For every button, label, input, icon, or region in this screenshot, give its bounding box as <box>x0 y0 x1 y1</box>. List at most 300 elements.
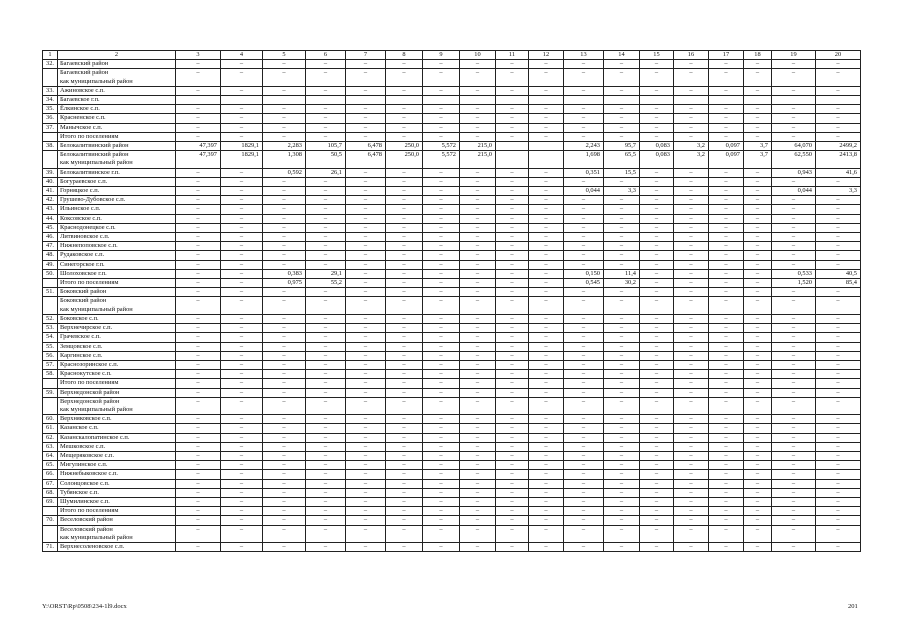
value-cell: – <box>816 132 861 141</box>
value-cell: – <box>346 251 386 260</box>
value-cell: – <box>496 488 529 497</box>
value-cell: – <box>674 132 709 141</box>
column-number-cell: 7 <box>346 51 386 60</box>
value-cell: – <box>640 105 674 114</box>
value-cell <box>709 96 744 105</box>
value-cell: – <box>744 60 772 69</box>
value-cell: – <box>564 260 604 269</box>
value-cell: – <box>564 214 604 223</box>
value-cell: 1,520 <box>772 279 816 288</box>
value-cell: – <box>496 324 529 333</box>
value-cell: – <box>709 260 744 269</box>
row-number-cell: 44. <box>43 214 58 223</box>
value-cell: – <box>386 196 423 205</box>
municipality-name-cell <box>58 516 176 525</box>
value-cell: – <box>306 351 346 360</box>
value-cell: – <box>604 132 640 141</box>
value-cell: – <box>460 279 496 288</box>
table-row <box>43 314 861 323</box>
value-cell: – <box>772 470 816 479</box>
value-cell: – <box>564 251 604 260</box>
column-number-cell: 13 <box>564 51 604 60</box>
value-cell: – <box>744 123 772 132</box>
value-cell: – <box>460 242 496 251</box>
value-cell: – <box>564 397 604 414</box>
table-row <box>43 105 861 114</box>
value-cell: – <box>529 397 564 414</box>
municipality-name-line: Коксовское с.п. <box>60 214 102 222</box>
value-cell: – <box>772 342 816 351</box>
value-cell: – <box>386 86 423 95</box>
value-cell: – <box>306 105 346 114</box>
municipality-name-line: Багаевское г.п. <box>60 96 100 104</box>
value-cell: – <box>306 297 346 314</box>
value-cell: – <box>460 525 496 542</box>
value-cell: – <box>640 542 674 551</box>
municipality-name-line: Нижнепоповское с.п. <box>60 242 118 250</box>
municipality-name-line: Мешковское с.п. <box>60 442 106 450</box>
value-cell: – <box>744 488 772 497</box>
value-cell: – <box>386 223 423 232</box>
municipality-name-cell <box>58 187 176 196</box>
value-cell: 2,243 <box>564 142 604 151</box>
value-cell: – <box>423 461 460 470</box>
data-table <box>42 50 861 552</box>
value-cell: – <box>529 187 564 196</box>
value-cell: – <box>346 442 386 451</box>
value-cell: – <box>306 132 346 141</box>
value-cell: – <box>460 470 496 479</box>
table-row <box>43 424 861 433</box>
value-cell: – <box>263 388 306 397</box>
table-row <box>43 233 861 242</box>
value-cell: – <box>744 279 772 288</box>
municipality-name-line: Красненское с.п. <box>60 114 106 122</box>
value-cell: – <box>176 260 221 269</box>
value-cell: – <box>221 415 263 424</box>
value-cell: – <box>306 177 346 186</box>
municipality-name-line: как муниципальный район <box>60 533 133 541</box>
value-cell: – <box>386 451 423 460</box>
value-cell: – <box>640 397 674 414</box>
value-cell: – <box>460 105 496 114</box>
value-cell: – <box>529 342 564 351</box>
value-cell: – <box>423 470 460 479</box>
row-number-cell: 40. <box>43 177 58 186</box>
row-number-cell: 49. <box>43 260 58 269</box>
value-cell: – <box>176 123 221 132</box>
value-cell: – <box>221 542 263 551</box>
value-cell: – <box>346 86 386 95</box>
municipality-name-line: Каргинское с.п. <box>60 351 103 359</box>
municipality-name-cell <box>58 260 176 269</box>
value-cell: – <box>744 233 772 242</box>
row-number-cell <box>43 151 58 168</box>
footer-page-number: 201 <box>848 603 858 610</box>
value-cell: – <box>221 187 263 196</box>
value-cell: – <box>496 415 529 424</box>
value-cell: – <box>674 196 709 205</box>
value-cell: – <box>176 351 221 360</box>
value-cell: – <box>176 333 221 342</box>
row-number-cell: 38. <box>43 142 58 151</box>
value-cell: – <box>460 86 496 95</box>
value-cell: – <box>674 214 709 223</box>
value-cell: – <box>772 333 816 342</box>
value-cell: – <box>386 351 423 360</box>
value-cell: – <box>306 470 346 479</box>
value-cell: 3,7 <box>744 142 772 151</box>
value-cell: – <box>460 288 496 297</box>
value-cell: – <box>460 479 496 488</box>
value-cell: – <box>744 451 772 460</box>
row-number-cell: 36. <box>43 114 58 123</box>
value-cell: – <box>176 461 221 470</box>
value-cell: – <box>529 370 564 379</box>
value-cell: – <box>460 314 496 323</box>
value-cell: – <box>423 69 460 86</box>
municipality-name-cell <box>58 324 176 333</box>
value-cell: – <box>709 86 744 95</box>
value-cell: 0,044 <box>564 187 604 196</box>
value-cell: – <box>176 105 221 114</box>
value-cell: – <box>306 288 346 297</box>
value-cell: – <box>709 196 744 205</box>
value-cell: – <box>772 196 816 205</box>
value-cell: – <box>176 251 221 260</box>
value-cell: – <box>221 397 263 414</box>
value-cell: – <box>816 288 861 297</box>
value-cell: – <box>263 196 306 205</box>
value-cell: – <box>346 168 386 177</box>
value-cell: – <box>640 205 674 214</box>
value-cell: – <box>772 60 816 69</box>
value-cell <box>386 96 423 105</box>
value-cell: 65,5 <box>604 151 640 168</box>
municipality-name-line: Белокалитвинское г.п. <box>60 168 120 176</box>
value-cell: – <box>263 488 306 497</box>
column-number-cell: 18 <box>744 51 772 60</box>
municipality-name-line: Казанскалопатинское с.п. <box>60 433 130 441</box>
value-cell: – <box>496 123 529 132</box>
value-cell: – <box>529 297 564 314</box>
value-cell: – <box>221 314 263 323</box>
table-row <box>43 388 861 397</box>
value-cell: – <box>564 351 604 360</box>
value-cell: – <box>744 470 772 479</box>
value-cell: 0,083 <box>640 142 674 151</box>
value-cell: – <box>674 177 709 186</box>
value-cell: – <box>176 269 221 278</box>
column-number-cell: 20 <box>816 51 861 60</box>
value-cell: – <box>564 461 604 470</box>
value-cell: – <box>346 123 386 132</box>
value-cell: – <box>816 388 861 397</box>
value-cell: – <box>346 342 386 351</box>
municipality-name-line: Верхнедонской район <box>60 397 120 405</box>
municipality-name-line: Литвиновское с.п. <box>60 233 110 241</box>
value-cell: 11,4 <box>604 269 640 278</box>
value-cell: – <box>709 351 744 360</box>
value-cell: – <box>564 424 604 433</box>
value-cell: – <box>346 177 386 186</box>
value-cell: – <box>423 479 460 488</box>
municipality-name-line: Итого по поселениям <box>60 279 119 287</box>
value-cell: – <box>640 251 674 260</box>
value-cell: – <box>772 288 816 297</box>
municipality-name-line: как муниципальный район <box>60 77 133 85</box>
value-cell: – <box>263 351 306 360</box>
value-cell: – <box>640 114 674 123</box>
municipality-name-line: Нижнебыковское с.п. <box>60 470 118 478</box>
value-cell: – <box>564 60 604 69</box>
value-cell: – <box>306 424 346 433</box>
value-cell: – <box>674 351 709 360</box>
value-cell: – <box>496 342 529 351</box>
municipality-name-cell <box>58 242 176 251</box>
value-cell: – <box>604 379 640 388</box>
value-cell: 47,397 <box>176 142 221 151</box>
municipality-name-line: Горняцкое с.п. <box>60 187 100 195</box>
value-cell: – <box>346 507 386 516</box>
value-cell: – <box>263 187 306 196</box>
municipality-name-cell <box>58 342 176 351</box>
value-cell: – <box>423 507 460 516</box>
value-cell: – <box>221 497 263 506</box>
value-cell: – <box>674 86 709 95</box>
value-cell: – <box>640 168 674 177</box>
column-number-cell: 19 <box>772 51 816 60</box>
value-cell <box>744 96 772 105</box>
value-cell: – <box>816 424 861 433</box>
value-cell: – <box>263 370 306 379</box>
value-cell: – <box>640 123 674 132</box>
value-cell: – <box>221 433 263 442</box>
value-cell: – <box>423 105 460 114</box>
value-cell: – <box>529 433 564 442</box>
value-cell: – <box>674 507 709 516</box>
value-cell: – <box>346 415 386 424</box>
value-cell: – <box>674 260 709 269</box>
value-cell: – <box>604 69 640 86</box>
value-cell: – <box>529 123 564 132</box>
row-number-cell: 67. <box>43 479 58 488</box>
value-cell: – <box>423 415 460 424</box>
value-cell: – <box>263 333 306 342</box>
value-cell <box>564 96 604 105</box>
value-cell: – <box>640 525 674 542</box>
value-cell: – <box>564 297 604 314</box>
value-cell: – <box>221 479 263 488</box>
value-cell: – <box>640 260 674 269</box>
value-cell: – <box>640 333 674 342</box>
value-cell: – <box>772 525 816 542</box>
value-cell: – <box>306 488 346 497</box>
value-cell: – <box>386 507 423 516</box>
value-cell: – <box>423 297 460 314</box>
value-cell: – <box>346 260 386 269</box>
municipality-name-line: как муниципальный район <box>60 405 133 413</box>
value-cell: – <box>423 279 460 288</box>
value-cell: – <box>529 525 564 542</box>
value-cell: – <box>604 196 640 205</box>
value-cell: – <box>674 314 709 323</box>
municipality-name-line: Грушево-Дубовское с.п. <box>60 196 126 204</box>
table-row <box>43 415 861 424</box>
value-cell: – <box>460 60 496 69</box>
municipality-name-cell <box>58 114 176 123</box>
value-cell: – <box>529 351 564 360</box>
municipality-name-line: Краснозоринское с.п. <box>60 360 119 368</box>
value-cell: – <box>176 297 221 314</box>
value-cell: – <box>460 497 496 506</box>
value-cell: – <box>816 242 861 251</box>
value-cell: – <box>386 251 423 260</box>
value-cell: – <box>176 187 221 196</box>
value-cell: – <box>263 433 306 442</box>
value-cell: – <box>460 333 496 342</box>
value-cell: – <box>564 525 604 542</box>
value-cell: – <box>496 86 529 95</box>
value-cell: – <box>529 269 564 278</box>
value-cell: – <box>460 433 496 442</box>
value-cell: – <box>386 370 423 379</box>
value-cell: – <box>221 260 263 269</box>
municipality-name-cell <box>58 297 176 314</box>
value-cell: – <box>306 525 346 542</box>
value-cell: – <box>744 260 772 269</box>
column-number-cell: 6 <box>306 51 346 60</box>
value-cell: – <box>346 424 386 433</box>
value-cell: – <box>221 132 263 141</box>
value-cell: – <box>263 214 306 223</box>
value-cell: – <box>744 187 772 196</box>
value-cell: – <box>496 433 529 442</box>
value-cell: – <box>816 314 861 323</box>
value-cell: – <box>423 223 460 232</box>
municipality-name-cell <box>58 424 176 433</box>
value-cell: 6,478 <box>346 142 386 151</box>
column-number-cell: 2 <box>58 51 176 60</box>
row-number-cell <box>43 69 58 86</box>
column-number-cell: 1 <box>43 51 58 60</box>
value-cell: – <box>816 333 861 342</box>
table-row <box>43 251 861 260</box>
value-cell: – <box>423 260 460 269</box>
value-cell: – <box>816 507 861 516</box>
value-cell: – <box>221 351 263 360</box>
municipality-name-line: Казанское с.п. <box>60 424 99 432</box>
municipality-name-line: Боковское с.п. <box>60 314 99 322</box>
value-cell: – <box>306 60 346 69</box>
value-cell: – <box>640 342 674 351</box>
value-cell: 50,5 <box>306 151 346 168</box>
value-cell: – <box>346 114 386 123</box>
value-cell: – <box>496 69 529 86</box>
value-cell: – <box>386 324 423 333</box>
value-cell: – <box>674 251 709 260</box>
value-cell: – <box>306 516 346 525</box>
value-cell: – <box>744 69 772 86</box>
column-number-cell: 3 <box>176 51 221 60</box>
value-cell: – <box>604 114 640 123</box>
value-cell: – <box>640 196 674 205</box>
value-cell: – <box>604 397 640 414</box>
value-cell: 250,0 <box>386 151 423 168</box>
value-cell: – <box>496 507 529 516</box>
value-cell: – <box>386 442 423 451</box>
value-cell: – <box>709 470 744 479</box>
municipality-name-line: Багаевский район <box>60 60 109 68</box>
value-cell: – <box>460 488 496 497</box>
value-cell: – <box>529 233 564 242</box>
value-cell: – <box>604 177 640 186</box>
value-cell: – <box>176 415 221 424</box>
municipality-name-line: Синегорское г.п. <box>60 260 105 268</box>
value-cell: – <box>386 488 423 497</box>
value-cell: – <box>460 351 496 360</box>
value-cell: 0,943 <box>772 168 816 177</box>
table-row <box>43 442 861 451</box>
value-cell: – <box>176 196 221 205</box>
value-cell: – <box>674 470 709 479</box>
value-cell: – <box>709 516 744 525</box>
value-cell: – <box>529 497 564 506</box>
value-cell: – <box>221 288 263 297</box>
value-cell <box>263 96 306 105</box>
value-cell: – <box>772 497 816 506</box>
value-cell: – <box>263 461 306 470</box>
value-cell: – <box>640 479 674 488</box>
table-row <box>43 525 861 542</box>
value-cell: – <box>744 461 772 470</box>
value-cell: – <box>529 415 564 424</box>
value-cell: 250,0 <box>386 142 423 151</box>
value-cell <box>460 96 496 105</box>
value-cell: – <box>709 177 744 186</box>
value-cell: – <box>306 379 346 388</box>
value-cell: – <box>460 342 496 351</box>
row-number-cell: 46. <box>43 233 58 242</box>
value-cell: – <box>306 433 346 442</box>
value-cell: – <box>816 461 861 470</box>
value-cell: – <box>346 497 386 506</box>
value-cell: – <box>604 60 640 69</box>
value-cell: – <box>346 433 386 442</box>
value-cell: – <box>423 397 460 414</box>
value-cell: – <box>423 488 460 497</box>
column-number-cell: 10 <box>460 51 496 60</box>
value-cell: – <box>709 451 744 460</box>
table-row <box>43 269 861 278</box>
column-number-cell: 12 <box>529 51 564 60</box>
value-cell: – <box>263 260 306 269</box>
value-cell: – <box>529 242 564 251</box>
municipality-name-cell <box>58 69 176 86</box>
table-row <box>43 507 861 516</box>
value-cell: – <box>460 360 496 369</box>
value-cell: – <box>176 279 221 288</box>
municipality-name-cell <box>58 288 176 297</box>
value-cell: 0,150 <box>564 269 604 278</box>
value-cell: – <box>263 233 306 242</box>
value-cell: – <box>460 542 496 551</box>
value-cell: – <box>640 177 674 186</box>
value-cell: – <box>709 297 744 314</box>
municipality-name-line: Верхнесоленовское с.п. <box>60 542 125 550</box>
value-cell: – <box>496 260 529 269</box>
value-cell: – <box>709 279 744 288</box>
